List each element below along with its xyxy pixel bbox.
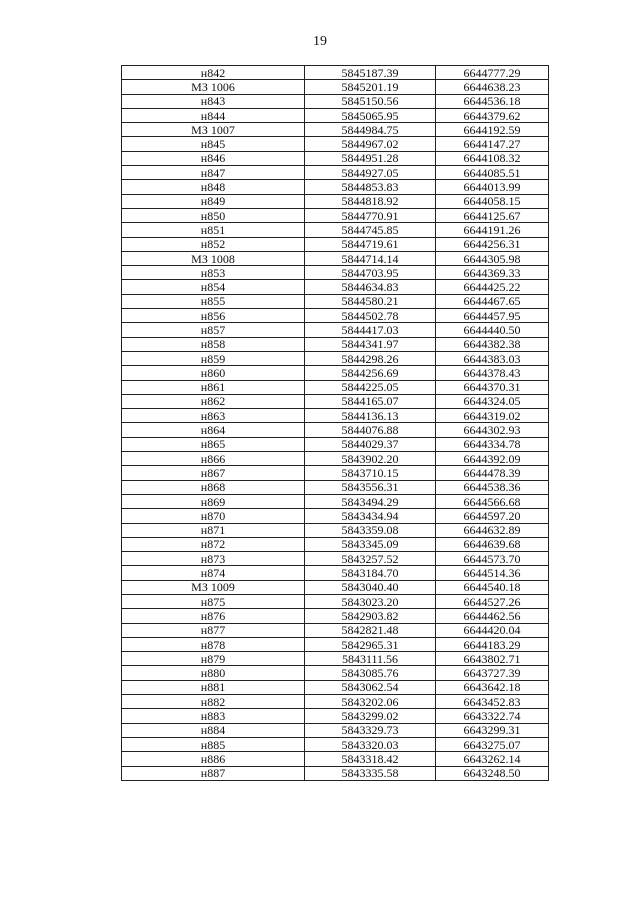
point-id-cell: н879: [122, 652, 305, 666]
table-row: [122, 452, 549, 466]
point-id-cell: н877: [122, 623, 305, 637]
point-id-cell: н851: [122, 223, 305, 237]
table-row: [122, 594, 549, 608]
table-row: [122, 137, 549, 151]
y-coordinate-cell: 6644632.89: [436, 523, 549, 537]
table-row: [122, 709, 549, 723]
x-coordinate-cell: 5842821.48: [305, 623, 436, 637]
y-coordinate-cell: 6644369.33: [436, 266, 549, 280]
x-coordinate-cell: 5844256.69: [305, 366, 436, 380]
table-row: [122, 194, 549, 208]
x-coordinate-cell: 5844927.05: [305, 166, 436, 180]
x-coordinate-cell: 5843902.20: [305, 452, 436, 466]
table-row: [122, 737, 549, 751]
table-row: [122, 208, 549, 222]
coordinates-table: [121, 65, 549, 781]
y-coordinate-cell: 6644639.68: [436, 537, 549, 551]
table-row: [122, 66, 549, 80]
point-id-cell: н858: [122, 337, 305, 351]
x-coordinate-cell: 5843335.58: [305, 766, 436, 780]
x-coordinate-cell: 5844818.92: [305, 194, 436, 208]
point-id-cell: н872: [122, 537, 305, 551]
point-id-cell: н880: [122, 666, 305, 680]
x-coordinate-cell: 5844853.83: [305, 180, 436, 194]
point-id-cell: н854: [122, 280, 305, 294]
point-id-cell: н869: [122, 494, 305, 508]
point-id-cell: н887: [122, 766, 305, 780]
y-coordinate-cell: 6644108.32: [436, 151, 549, 165]
y-coordinate-cell: 6644514.36: [436, 566, 549, 580]
x-coordinate-cell: 5844719.61: [305, 237, 436, 251]
point-id-cell: МЗ 1008: [122, 251, 305, 265]
point-id-cell: н874: [122, 566, 305, 580]
x-coordinate-cell: 5843329.73: [305, 723, 436, 737]
y-coordinate-cell: 6643642.18: [436, 680, 549, 694]
x-coordinate-cell: 5844076.88: [305, 423, 436, 437]
point-id-cell: н881: [122, 680, 305, 694]
y-coordinate-cell: 6644462.56: [436, 609, 549, 623]
point-id-cell: н855: [122, 294, 305, 308]
y-coordinate-cell: 6644478.39: [436, 466, 549, 480]
table-row: [122, 123, 549, 137]
table-row: [122, 509, 549, 523]
y-coordinate-cell: 6644058.15: [436, 194, 549, 208]
table-row: [122, 637, 549, 651]
point-id-cell: н843: [122, 94, 305, 108]
y-coordinate-cell: 6644573.70: [436, 552, 549, 566]
y-coordinate-cell: 6644777.29: [436, 66, 549, 80]
x-coordinate-cell: 5843710.15: [305, 466, 436, 480]
point-id-cell: н863: [122, 409, 305, 423]
table-row: [122, 337, 549, 351]
y-coordinate-cell: 6643248.50: [436, 766, 549, 780]
x-coordinate-cell: 5844770.91: [305, 208, 436, 222]
y-coordinate-cell: 6644420.04: [436, 623, 549, 637]
x-coordinate-cell: 5843062.54: [305, 680, 436, 694]
y-coordinate-cell: 6644334.78: [436, 437, 549, 451]
table-row: [122, 280, 549, 294]
x-coordinate-cell: 5844225.05: [305, 380, 436, 394]
point-id-cell: н856: [122, 309, 305, 323]
table-row: [122, 351, 549, 365]
table-row: [122, 480, 549, 494]
point-id-cell: н848: [122, 180, 305, 194]
x-coordinate-cell: 5844984.75: [305, 123, 436, 137]
x-coordinate-cell: 5845150.56: [305, 94, 436, 108]
page-number: 19: [313, 34, 327, 49]
x-coordinate-cell: 5844298.26: [305, 351, 436, 365]
x-coordinate-cell: 5844502.78: [305, 309, 436, 323]
x-coordinate-cell: 5844634.83: [305, 280, 436, 294]
point-id-cell: н875: [122, 594, 305, 608]
table-row: [122, 323, 549, 337]
table-row: [122, 94, 549, 108]
coordinates-table-body: [122, 66, 549, 781]
x-coordinate-cell: 5843494.29: [305, 494, 436, 508]
y-coordinate-cell: 6644536.18: [436, 94, 549, 108]
x-coordinate-cell: 5844165.07: [305, 394, 436, 408]
x-coordinate-cell: 5843299.02: [305, 709, 436, 723]
table-row: [122, 409, 549, 423]
point-id-cell: н873: [122, 552, 305, 566]
x-coordinate-cell: 5843320.03: [305, 737, 436, 751]
point-id-cell: н849: [122, 194, 305, 208]
table-row: [122, 309, 549, 323]
x-coordinate-cell: 5845187.39: [305, 66, 436, 80]
point-id-cell: н886: [122, 752, 305, 766]
x-coordinate-cell: 5844417.03: [305, 323, 436, 337]
point-id-cell: н885: [122, 737, 305, 751]
table-row: [122, 266, 549, 280]
y-coordinate-cell: 6644013.99: [436, 180, 549, 194]
x-coordinate-cell: 5844136.13: [305, 409, 436, 423]
y-coordinate-cell: 6644125.67: [436, 208, 549, 222]
y-coordinate-cell: 6644147.27: [436, 137, 549, 151]
x-coordinate-cell: 5844580.21: [305, 294, 436, 308]
y-coordinate-cell: 6643452.83: [436, 695, 549, 709]
y-coordinate-cell: 6643727.39: [436, 666, 549, 680]
point-id-cell: н876: [122, 609, 305, 623]
point-id-cell: н861: [122, 380, 305, 394]
y-coordinate-cell: 6644305.98: [436, 251, 549, 265]
x-coordinate-cell: 5844714.14: [305, 251, 436, 265]
point-id-cell: МЗ 1009: [122, 580, 305, 594]
y-coordinate-cell: 6644191.26: [436, 223, 549, 237]
y-coordinate-cell: 6644370.31: [436, 380, 549, 394]
table-row: [122, 566, 549, 580]
table-row: [122, 609, 549, 623]
point-id-cell: н845: [122, 137, 305, 151]
y-coordinate-cell: 6644378.43: [436, 366, 549, 380]
y-coordinate-cell: 6644538.36: [436, 480, 549, 494]
point-id-cell: н868: [122, 480, 305, 494]
point-id-cell: н882: [122, 695, 305, 709]
x-coordinate-cell: 5845201.19: [305, 80, 436, 94]
y-coordinate-cell: 6644392.09: [436, 452, 549, 466]
table-row: [122, 752, 549, 766]
x-coordinate-cell: 5843184.70: [305, 566, 436, 580]
point-id-cell: н884: [122, 723, 305, 737]
x-coordinate-cell: 5843556.31: [305, 480, 436, 494]
y-coordinate-cell: 6643275.07: [436, 737, 549, 751]
table-row: [122, 494, 549, 508]
table-row: [122, 552, 549, 566]
y-coordinate-cell: 6644192.59: [436, 123, 549, 137]
table-row: [122, 723, 549, 737]
y-coordinate-cell: 6644383.03: [436, 351, 549, 365]
y-coordinate-cell: 6643262.14: [436, 752, 549, 766]
x-coordinate-cell: 5843345.09: [305, 537, 436, 551]
table-row: [122, 366, 549, 380]
x-coordinate-cell: 5843085.76: [305, 666, 436, 680]
x-coordinate-cell: 5844703.95: [305, 266, 436, 280]
table-row: [122, 151, 549, 165]
x-coordinate-cell: 5844967.02: [305, 137, 436, 151]
point-id-cell: н852: [122, 237, 305, 251]
point-id-cell: н853: [122, 266, 305, 280]
table-row: [122, 652, 549, 666]
point-id-cell: н859: [122, 351, 305, 365]
point-id-cell: МЗ 1007: [122, 123, 305, 137]
point-id-cell: н865: [122, 437, 305, 451]
table-row: [122, 294, 549, 308]
point-id-cell: н867: [122, 466, 305, 480]
table-row: [122, 108, 549, 122]
point-id-cell: н844: [122, 108, 305, 122]
table-row: [122, 80, 549, 94]
y-coordinate-cell: 6644302.93: [436, 423, 549, 437]
y-coordinate-cell: 6643322.74: [436, 709, 549, 723]
y-coordinate-cell: 6644597.20: [436, 509, 549, 523]
y-coordinate-cell: 6644183.29: [436, 637, 549, 651]
x-coordinate-cell: 5843318.42: [305, 752, 436, 766]
y-coordinate-cell: 6643299.31: [436, 723, 549, 737]
table-row: [122, 394, 549, 408]
x-coordinate-cell: 5843023.20: [305, 594, 436, 608]
table-row: [122, 523, 549, 537]
point-id-cell: н847: [122, 166, 305, 180]
x-coordinate-cell: 5845065.95: [305, 108, 436, 122]
y-coordinate-cell: 6644425.22: [436, 280, 549, 294]
point-id-cell: н862: [122, 394, 305, 408]
table-row: [122, 223, 549, 237]
y-coordinate-cell: 6644540.18: [436, 580, 549, 594]
table-row: [122, 237, 549, 251]
point-id-cell: н850: [122, 208, 305, 222]
table-row: [122, 437, 549, 451]
table-row: [122, 166, 549, 180]
x-coordinate-cell: 5844745.85: [305, 223, 436, 237]
y-coordinate-cell: 6644256.31: [436, 237, 549, 251]
point-id-cell: МЗ 1006: [122, 80, 305, 94]
x-coordinate-cell: 5843257.52: [305, 552, 436, 566]
x-coordinate-cell: 5842965.31: [305, 637, 436, 651]
x-coordinate-cell: 5843359.08: [305, 523, 436, 537]
y-coordinate-cell: 6643802.71: [436, 652, 549, 666]
point-id-cell: н870: [122, 509, 305, 523]
x-coordinate-cell: 5844029.37: [305, 437, 436, 451]
table-row: [122, 423, 549, 437]
y-coordinate-cell: 6644440.50: [436, 323, 549, 337]
table-row: [122, 580, 549, 594]
y-coordinate-cell: 6644527.26: [436, 594, 549, 608]
y-coordinate-cell: 6644566.68: [436, 494, 549, 508]
table-row: [122, 466, 549, 480]
x-coordinate-cell: 5843040.40: [305, 580, 436, 594]
point-id-cell: н860: [122, 366, 305, 380]
point-id-cell: н864: [122, 423, 305, 437]
y-coordinate-cell: 6644382.38: [436, 337, 549, 351]
point-id-cell: н866: [122, 452, 305, 466]
point-id-cell: н857: [122, 323, 305, 337]
point-id-cell: н883: [122, 709, 305, 723]
table-row: [122, 666, 549, 680]
table-row: [122, 680, 549, 694]
table-row: [122, 180, 549, 194]
point-id-cell: н878: [122, 637, 305, 651]
x-coordinate-cell: 5843111.56: [305, 652, 436, 666]
table-row: [122, 766, 549, 780]
y-coordinate-cell: 6644379.62: [436, 108, 549, 122]
table-row: [122, 251, 549, 265]
y-coordinate-cell: 6644467.65: [436, 294, 549, 308]
table-row: [122, 380, 549, 394]
table-row: [122, 537, 549, 551]
y-coordinate-cell: 6644085.51: [436, 166, 549, 180]
x-coordinate-cell: 5844951.28: [305, 151, 436, 165]
y-coordinate-cell: 6644457.95: [436, 309, 549, 323]
x-coordinate-cell: 5844341.97: [305, 337, 436, 351]
table-row: [122, 623, 549, 637]
point-id-cell: н871: [122, 523, 305, 537]
table-row: [122, 695, 549, 709]
y-coordinate-cell: 6644638.23: [436, 80, 549, 94]
x-coordinate-cell: 5843434.94: [305, 509, 436, 523]
y-coordinate-cell: 6644324.05: [436, 394, 549, 408]
x-coordinate-cell: 5842903.82: [305, 609, 436, 623]
y-coordinate-cell: 6644319.02: [436, 409, 549, 423]
point-id-cell: н846: [122, 151, 305, 165]
x-coordinate-cell: 5843202.06: [305, 695, 436, 709]
point-id-cell: н842: [122, 66, 305, 80]
